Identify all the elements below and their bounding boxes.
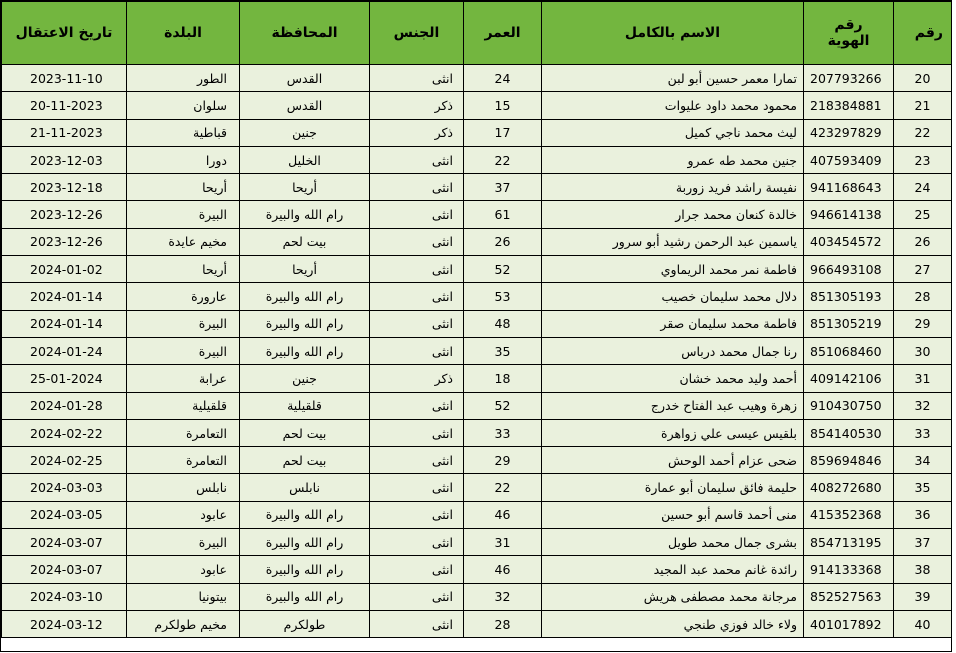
- cell-arrest-date: 2024-02-25: [2, 447, 127, 474]
- table-row: [2, 583, 952, 610]
- cell-id-number: 408272680: [804, 474, 894, 501]
- cell-governorate: بيت لحم: [240, 419, 370, 446]
- cell-full-name: ليث محمد ناجي كميل: [542, 119, 804, 146]
- cell-arrest-date: 21-11-2023: [2, 119, 127, 146]
- cell-age: 37: [464, 174, 542, 201]
- cell-full-name: دلال محمد سليمان خصيب: [542, 283, 804, 310]
- cell-row-number: 25: [894, 201, 952, 228]
- cell-arrest-date: 2023-11-10: [2, 65, 127, 92]
- cell-row-number: 34: [894, 447, 952, 474]
- table-row: [2, 201, 952, 228]
- cell-governorate: رام الله والبيرة: [240, 201, 370, 228]
- cell-age: 53: [464, 283, 542, 310]
- cell-gender: انثى: [370, 228, 464, 255]
- cell-id-number: 401017892: [804, 610, 894, 637]
- cell-arrest-date: 2024-03-10: [2, 583, 127, 610]
- table-row: [2, 146, 952, 173]
- cell-id-number: 415352368: [804, 501, 894, 528]
- cell-id-number: 851305193: [804, 283, 894, 310]
- cell-arrest-date: 2024-01-28: [2, 392, 127, 419]
- cell-id-number: 407593409: [804, 146, 894, 173]
- cell-row-number: 37: [894, 529, 952, 556]
- cell-full-name: خالدة كنعان محمد جرار: [542, 201, 804, 228]
- cell-governorate: الخليل: [240, 146, 370, 173]
- cell-town: عرابة: [127, 365, 240, 392]
- cell-age: 15: [464, 92, 542, 119]
- header-town: البلدة: [127, 2, 240, 65]
- cell-town: نابلس: [127, 474, 240, 501]
- cell-arrest-date: 20-11-2023: [2, 92, 127, 119]
- table-row: [2, 365, 952, 392]
- table-row: [2, 501, 952, 528]
- cell-governorate: رام الله والبيرة: [240, 337, 370, 364]
- cell-age: 22: [464, 146, 542, 173]
- table-body: [2, 65, 952, 638]
- cell-age: 52: [464, 256, 542, 283]
- cell-town: مخيم عايدة: [127, 228, 240, 255]
- cell-governorate: نابلس: [240, 474, 370, 501]
- cell-full-name: أحمد وليد محمد خشان: [542, 365, 804, 392]
- cell-row-number: 29: [894, 310, 952, 337]
- cell-full-name: ولاء خالد فوزي طنجي: [542, 610, 804, 637]
- cell-gender: انثى: [370, 256, 464, 283]
- cell-gender: انثى: [370, 474, 464, 501]
- cell-row-number: 24: [894, 174, 952, 201]
- cell-age: 33: [464, 419, 542, 446]
- cell-gender: انثى: [370, 419, 464, 446]
- cell-row-number: 21: [894, 92, 952, 119]
- cell-town: عارورة: [127, 283, 240, 310]
- cell-town: قباطية: [127, 119, 240, 146]
- cell-age: 31: [464, 529, 542, 556]
- cell-arrest-date: 2023-12-26: [2, 228, 127, 255]
- cell-arrest-date: 2024-02-22: [2, 419, 127, 446]
- cell-arrest-date: 25-01-2024: [2, 365, 127, 392]
- cell-age: 52: [464, 392, 542, 419]
- cell-age: 35: [464, 337, 542, 364]
- cell-gender: انثى: [370, 447, 464, 474]
- table-row: [2, 228, 952, 255]
- cell-row-number: 22: [894, 119, 952, 146]
- cell-id-number: 941168643: [804, 174, 894, 201]
- cell-governorate: رام الله والبيرة: [240, 283, 370, 310]
- cell-age: 26: [464, 228, 542, 255]
- cell-governorate: رام الله والبيرة: [240, 501, 370, 528]
- cell-arrest-date: 2024-03-12: [2, 610, 127, 637]
- cell-gender: ذكر: [370, 365, 464, 392]
- header-name: الاسم بالكامل: [542, 2, 804, 65]
- cell-full-name: تمارا معمر حسين أبو لبن: [542, 65, 804, 92]
- cell-full-name: نفيسة راشد فريد زوربة: [542, 174, 804, 201]
- table-row: [2, 556, 952, 583]
- header-governorate: المحافظة: [240, 2, 370, 65]
- cell-governorate: جنين: [240, 365, 370, 392]
- cell-governorate: رام الله والبيرة: [240, 310, 370, 337]
- cell-governorate: قلقيلية: [240, 392, 370, 419]
- cell-arrest-date: 2024-03-07: [2, 529, 127, 556]
- cell-gender: انثى: [370, 337, 464, 364]
- cell-full-name: ضحى عزام أحمد الوحش: [542, 447, 804, 474]
- cell-id-number: 851068460: [804, 337, 894, 364]
- cell-full-name: بشرى جمال محمد طويل: [542, 529, 804, 556]
- cell-town: عابود: [127, 501, 240, 528]
- cell-town: أريحا: [127, 256, 240, 283]
- cell-id-number: 946614138: [804, 201, 894, 228]
- cell-full-name: مرجانة محمد مصطفى هريش: [542, 583, 804, 610]
- cell-age: 17: [464, 119, 542, 146]
- cell-id-number: 914133368: [804, 556, 894, 583]
- cell-gender: انثى: [370, 201, 464, 228]
- cell-gender: انثى: [370, 610, 464, 637]
- cell-gender: انثى: [370, 583, 464, 610]
- arrest-records-table: [1, 1, 952, 638]
- table-row: [2, 610, 952, 637]
- cell-arrest-date: 2024-03-03: [2, 474, 127, 501]
- header-number: رقم: [894, 2, 952, 65]
- cell-governorate: القدس: [240, 92, 370, 119]
- cell-gender: انثى: [370, 529, 464, 556]
- cell-id-number: 423297829: [804, 119, 894, 146]
- cell-governorate: بيت لحم: [240, 228, 370, 255]
- cell-id-number: 852527563: [804, 583, 894, 610]
- cell-town: سلوان: [127, 92, 240, 119]
- cell-full-name: بلقيس عيسى علي زواهرة: [542, 419, 804, 446]
- table-row: [2, 337, 952, 364]
- cell-full-name: جنين محمد طه عمرو: [542, 146, 804, 173]
- cell-age: 24: [464, 65, 542, 92]
- cell-town: مخيم طولكرم: [127, 610, 240, 637]
- cell-full-name: فاطمة نمر محمد الريماوي: [542, 256, 804, 283]
- header-gender: الجنس: [370, 2, 464, 65]
- cell-town: قلقيلية: [127, 392, 240, 419]
- cell-age: 28: [464, 610, 542, 637]
- cell-full-name: محمود محمد داود عليوات: [542, 92, 804, 119]
- table-row: [2, 65, 952, 92]
- table-row: [2, 392, 952, 419]
- cell-row-number: 39: [894, 583, 952, 610]
- cell-id-number: 851305219: [804, 310, 894, 337]
- cell-governorate: القدس: [240, 65, 370, 92]
- cell-full-name: رنا جمال محمد درباس: [542, 337, 804, 364]
- cell-age: 22: [464, 474, 542, 501]
- cell-gender: انثى: [370, 501, 464, 528]
- cell-row-number: 31: [894, 365, 952, 392]
- cell-age: 46: [464, 501, 542, 528]
- cell-full-name: زهرة وهيب عبد الفتاح خدرج: [542, 392, 804, 419]
- cell-row-number: 26: [894, 228, 952, 255]
- cell-town: البيرة: [127, 310, 240, 337]
- cell-gender: ذكر: [370, 119, 464, 146]
- cell-town: البيرة: [127, 337, 240, 364]
- cell-age: 29: [464, 447, 542, 474]
- cell-gender: انثى: [370, 146, 464, 173]
- cell-town: التعامرة: [127, 447, 240, 474]
- cell-town: التعامرة: [127, 419, 240, 446]
- cell-gender: انثى: [370, 310, 464, 337]
- cell-arrest-date: 2024-01-24: [2, 337, 127, 364]
- cell-full-name: ياسمين عبد الرحمن رشيد أبو سرور: [542, 228, 804, 255]
- cell-gender: ذكر: [370, 92, 464, 119]
- cell-governorate: أريحا: [240, 256, 370, 283]
- table-row: [2, 419, 952, 446]
- cell-arrest-date: 2024-03-07: [2, 556, 127, 583]
- cell-town: الطور: [127, 65, 240, 92]
- cell-id-number: 403454572: [804, 228, 894, 255]
- cell-full-name: منى أحمد قاسم أبو حسين: [542, 501, 804, 528]
- cell-row-number: 30: [894, 337, 952, 364]
- cell-age: 18: [464, 365, 542, 392]
- cell-id-number: 854713195: [804, 529, 894, 556]
- cell-row-number: 20: [894, 65, 952, 92]
- cell-gender: انثى: [370, 65, 464, 92]
- cell-arrest-date: 2023-12-26: [2, 201, 127, 228]
- cell-town: البيرة: [127, 201, 240, 228]
- table-row: [2, 447, 952, 474]
- cell-row-number: 40: [894, 610, 952, 637]
- table-row: [2, 119, 952, 146]
- cell-row-number: 32: [894, 392, 952, 419]
- table-row: [2, 92, 952, 119]
- cell-arrest-date: 2023-12-18: [2, 174, 127, 201]
- cell-full-name: حليمة فائق سليمان أبو عمارة: [542, 474, 804, 501]
- cell-gender: انثى: [370, 174, 464, 201]
- cell-governorate: أريحا: [240, 174, 370, 201]
- cell-town: بيتونيا: [127, 583, 240, 610]
- cell-arrest-date: 2024-01-02: [2, 256, 127, 283]
- cell-row-number: 36: [894, 501, 952, 528]
- cell-id-number: 207793266: [804, 65, 894, 92]
- cell-age: 48: [464, 310, 542, 337]
- cell-arrest-date: 2024-01-14: [2, 310, 127, 337]
- cell-id-number: 966493108: [804, 256, 894, 283]
- cell-row-number: 27: [894, 256, 952, 283]
- table-row: [2, 174, 952, 201]
- table-row: [2, 256, 952, 283]
- cell-arrest-date: 2023-12-03: [2, 146, 127, 173]
- cell-governorate: رام الله والبيرة: [240, 556, 370, 583]
- cell-governorate: جنين: [240, 119, 370, 146]
- header-arrest-date: تاريخ الاعتقال: [2, 2, 127, 65]
- cell-town: دورا: [127, 146, 240, 173]
- cell-gender: انثى: [370, 392, 464, 419]
- cell-governorate: بيت لحم: [240, 447, 370, 474]
- cell-town: عابود: [127, 556, 240, 583]
- cell-gender: انثى: [370, 556, 464, 583]
- cell-town: البيرة: [127, 529, 240, 556]
- cell-full-name: فاطمة محمد سليمان صقر: [542, 310, 804, 337]
- cell-id-number: 409142106: [804, 365, 894, 392]
- cell-gender: انثى: [370, 283, 464, 310]
- cell-id-number: 854140530: [804, 419, 894, 446]
- cell-arrest-date: 2024-01-14: [2, 283, 127, 310]
- cell-id-number: 218384881: [804, 92, 894, 119]
- cell-row-number: 23: [894, 146, 952, 173]
- table-row: [2, 529, 952, 556]
- cell-town: أريحا: [127, 174, 240, 201]
- cell-age: 32: [464, 583, 542, 610]
- table-row: [2, 283, 952, 310]
- cell-full-name: رائدة غانم محمد عبد المجيد: [542, 556, 804, 583]
- header-id: رقم الهوية: [804, 2, 894, 65]
- cell-arrest-date: 2024-03-05: [2, 501, 127, 528]
- table-row: [2, 474, 952, 501]
- cell-governorate: رام الله والبيرة: [240, 529, 370, 556]
- cell-id-number: 859694846: [804, 447, 894, 474]
- header-age: العمر: [464, 2, 542, 65]
- cell-row-number: 28: [894, 283, 952, 310]
- cell-row-number: 33: [894, 419, 952, 446]
- cell-governorate: طولكرم: [240, 610, 370, 637]
- cell-row-number: 35: [894, 474, 952, 501]
- header-row: [2, 2, 952, 65]
- cell-age: 46: [464, 556, 542, 583]
- cell-governorate: رام الله والبيرة: [240, 583, 370, 610]
- cell-id-number: 910430750: [804, 392, 894, 419]
- cell-age: 61: [464, 201, 542, 228]
- table-row: [2, 310, 952, 337]
- cell-row-number: 38: [894, 556, 952, 583]
